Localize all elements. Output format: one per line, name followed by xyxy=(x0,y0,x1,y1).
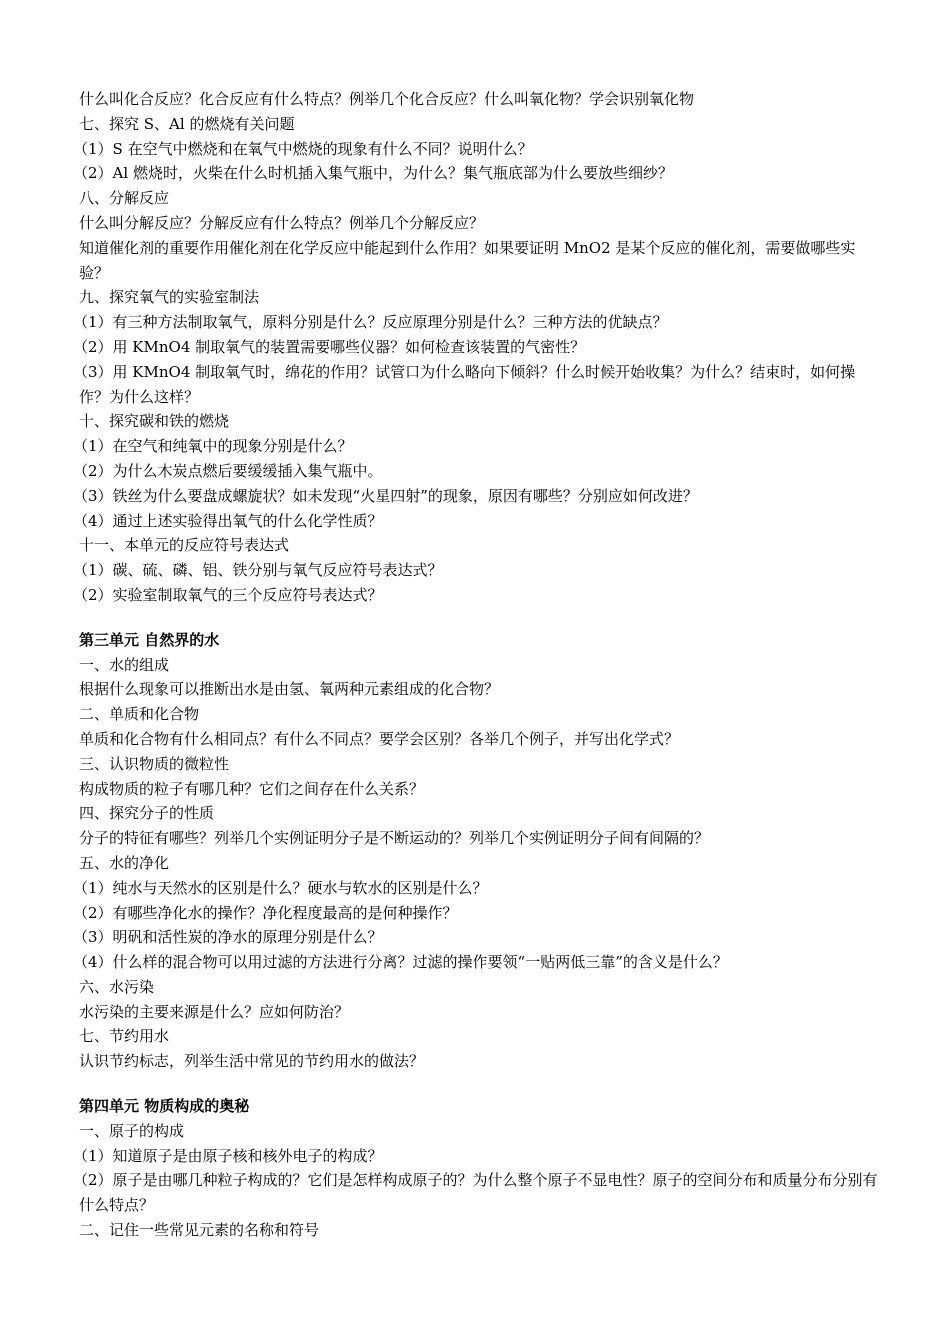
section-heading: 二、记住一些常见元素的名称和符号 xyxy=(79,1221,320,1240)
section-heading: 二、单质和化合物 xyxy=(79,705,200,724)
question-combination-reaction: 什么叫化合反应？化合反应有什么特点？例举几个化合反应？什么叫氧化物？学会识别氧化物 xyxy=(79,90,695,108)
question-item: （3）明矾和活性炭的净水的原理分别是什么？ xyxy=(73,928,383,947)
section-heading: 七、节约用水 xyxy=(79,1027,170,1046)
spacer xyxy=(79,1074,879,1094)
section-heading: 五、水的净化 xyxy=(79,853,170,872)
spacer xyxy=(79,608,879,628)
question-line: 分子的特征有哪些？列举几个实例证明分子是不断运动的？列举几个实例证明分子间有间隔的？ xyxy=(79,829,710,848)
question-item: （1）有三种方法制取氧气，原料分别是什么？反应原理分别是什么？三种方法的优缺点？ xyxy=(73,313,668,332)
question-item: （1）S 在空气中燃烧和在氧气中燃烧的现象有什么不同？说明什么？ xyxy=(73,139,533,158)
question-line: 单质和化合物有什么相同点？有什么不同点？要学会区别？各举几个例子，并写出化学式？ xyxy=(79,729,680,748)
section-heading: 一、原子的构成 xyxy=(79,1121,185,1140)
question-item: （1）知道原子是由原子核和核外电子的构成？ xyxy=(73,1146,383,1165)
section-heading: 六、水污染 xyxy=(79,977,155,996)
section-heading: 三、认识物质的微粒性 xyxy=(79,754,230,773)
question-item: （2）为什么木炭点燃后要缓缓插入集气瓶中。 xyxy=(73,461,383,480)
section-heading: 四、探究分子的性质 xyxy=(79,804,215,823)
question-line: 知道催化剂的重要作用催化剂在化学反应中能起到什么作用？如果要证明 MnO2 是某个反应的催化剂，需要做哪些实验？ xyxy=(79,238,856,282)
question-item: （1）碳、硫、磷、铝、铁分别与氧气反应符号表达式？ xyxy=(73,561,443,580)
question-item: （2）有哪些净化水的操作？净化程度最高的是何种操作？ xyxy=(73,903,458,922)
section-heading: 十一、本单元的反应符号表达式 xyxy=(79,536,290,555)
unit-title: 第四单元 物质构成的奥秘 xyxy=(79,1097,250,1116)
document-body xyxy=(73,87,879,1243)
question-line: 什么叫分解反应？分解反应有什么特点？例举几个分解反应？ xyxy=(79,213,485,232)
question-item: （2）原子是由哪几种粒子构成的？它们是怎样构成原子的？为什么整个原子不显电性？原子的空间分布和质量分布分别有什么特点？ xyxy=(73,1171,878,1215)
question-item: （3）铁丝为什么要盘成螺旋状？如未发现“火星四射”的现象，原因有哪些？分别应如何改进？ xyxy=(73,486,698,505)
question-item: （1）在空气和纯氧中的现象分别是什么？ xyxy=(73,437,353,456)
question-item: （1）纯水与天然水的区别是什么？硬水与软水的区别是什么？ xyxy=(73,878,488,897)
question-line: 水污染的主要来源是什么？应如何防治？ xyxy=(79,1002,350,1021)
section-heading: 九、探究氧气的实验室制法 xyxy=(79,288,260,307)
question-item: （2）实验室制取氧气的三个反应符号表达式？ xyxy=(73,585,383,604)
question-item: （4）通过上述实验得出氧气的什么化学性质？ xyxy=(73,511,383,530)
question-item: （2）用 KMnO4 制取氧气的装置需要哪些仪器？如何检查该装置的气密性？ xyxy=(73,337,586,356)
section-heading: 十、探究碳和铁的燃烧 xyxy=(79,412,230,431)
section-heading: 一、水的组成 xyxy=(79,655,170,674)
section-heading: 八、分解反应 xyxy=(79,189,170,208)
section-heading: 七、探究 S、Al 的燃烧有关问题 xyxy=(79,114,295,133)
question-item: （4）什么样的混合物可以用过滤的方法进行分离？过滤的操作要领“一贴两低三靠”的含义是什么？ xyxy=(73,953,728,972)
question-line: 构成物质的粒子有哪几种？它们之间存在什么关系？ xyxy=(79,779,425,798)
question-item: （3）用 KMnO4 制取氧气时，绵花的作用？试管口为什么略向下倾斜？什么时候开始收集？为什么？结束时，如何操作？为什么这样？ xyxy=(73,362,856,406)
unit-title: 第三单元 自然界的水 xyxy=(79,630,220,649)
question-line: 根据什么现象可以推断出水是由氢、氧两种元素组成的化合物？ xyxy=(79,680,500,699)
question-item: （2）Al 燃烧时，火柴在什么时机插入集气瓶中，为什么？集气瓶底部为什么要放些细纱？ xyxy=(73,164,673,183)
question-line: 认识节约标志，列举生活中常见的节约用水的做法？ xyxy=(79,1052,425,1071)
